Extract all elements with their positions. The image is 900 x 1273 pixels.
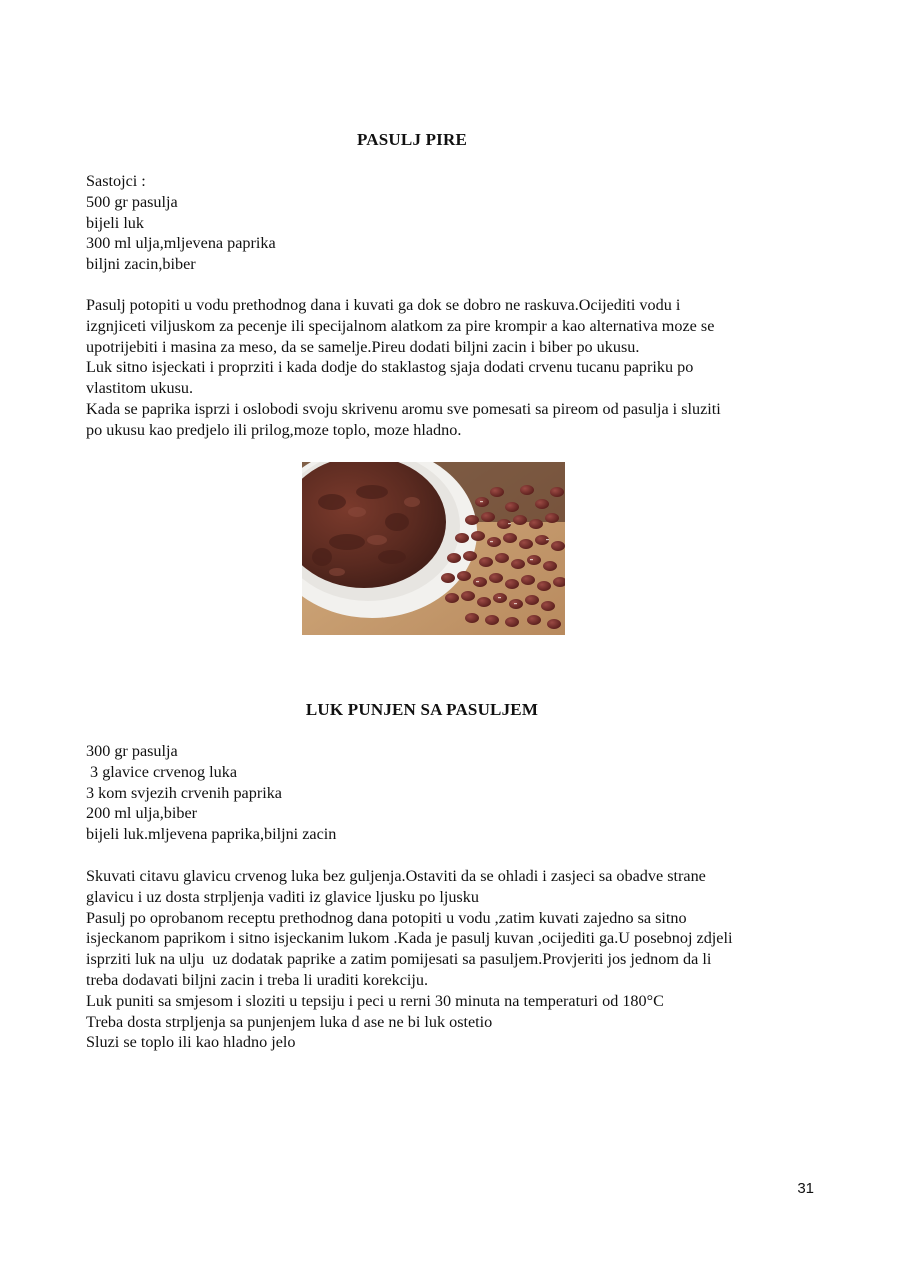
- ingredient-line: 300 gr pasulja: [86, 742, 178, 760]
- ingredient-line: 500 gr pasulja: [86, 192, 178, 211]
- ingredients-list: [86, 171, 826, 275]
- recipe-title: PASULJ PIRE: [356, 130, 468, 149]
- ingredient-line: 200 ml ulja,biber: [86, 804, 198, 823]
- instruction-line: isjeckanom paprikom i sitno isjeckanim lukom .Kada je pasulj kuvan ,ocijediti ga.U posebnoj zdjeli: [86, 929, 733, 948]
- instruction-line: Skuvati citavu glavicu crvenog luka bez guljenja.Ostaviti da se ohladi i zasjeci sa obadve strane: [86, 867, 706, 885]
- ingredient-line: biljni zacin,biber: [86, 255, 196, 274]
- instruction-line: Luk puniti sa smjesom i sloziti u tepsiju i peci u rerni 30 minuta na temperaturi od 180°C: [86, 991, 664, 1010]
- ingredient-line: 3 glavice crvenog luka: [86, 762, 238, 781]
- instructions-text: [86, 866, 826, 1053]
- instruction-line: vlastitom ukusu.: [86, 379, 194, 398]
- ingredients-list: [86, 741, 826, 845]
- instruction-line: upotrijebiti i masina za meso, da se samelje.Pireu dodati biljni zacin i biber po ukusu.: [86, 337, 640, 356]
- instruction-line: Pasulj po oprobanom receptu prethodnog dana potopiti u vodu ,zatim kuvati zajedno sa sitno: [86, 908, 687, 927]
- ingredient-line: 3 kom svjezih crvenih paprika: [86, 783, 282, 802]
- page-number: 31: [797, 1180, 814, 1197]
- instruction-line: Luk sitno isjeckati i proprziti i kada dodje do staklastog sjaja dodati crvenu tucanu papriku po: [86, 358, 694, 377]
- instruction-line: glavicu i uz dosta strpljenja vaditi iz glavice ljusku po ljusku: [86, 887, 479, 906]
- instruction-line: Kada se paprika isprzi i oslobodi svoju skrivenu aromu sve pomesati sa pireom od pasulja i sluziti: [86, 399, 721, 418]
- ingredient-line: bijeli luk.mljevena paprika,biljni zacin: [86, 825, 337, 844]
- instruction-line: po ukusu kao predjelo ili prilog,moze toplo, moze hladno.: [86, 420, 462, 439]
- instruction-line: izgnjiceti viljuskom za pecenje ili specijalnom alatkom za pire krompir a kao alternativa moze se: [86, 316, 715, 335]
- bean-puree-photo: [302, 462, 565, 635]
- ingredient-line: Sastojci :: [86, 172, 146, 190]
- instructions-text: [86, 295, 826, 441]
- recipe-title: LUK PUNJEN SA PASULJEM: [305, 700, 539, 719]
- instruction-line: Treba dosta strpljenja sa punjenjem luka d ase ne bi luk ostetio: [86, 1012, 493, 1031]
- instruction-line: Pasulj potopiti u vodu prethodnog dana i kuvati ga dok se dobro ne raskuva.Ocijediti vodu i: [86, 296, 681, 314]
- instruction-line: treba dodavati biljni zacin i treba li uraditi korekciju.: [86, 970, 429, 989]
- ingredient-line: 300 ml ulja,mljevena paprika: [86, 234, 276, 253]
- instruction-line: Sluzi se toplo ili kao hladno jelo: [86, 1033, 296, 1052]
- ingredient-line: bijeli luk: [86, 213, 144, 232]
- instruction-line: isprziti luk na ulju uz dodatak paprike a zatim pomijesati sa pasuljem.Provjeriti jos jednom da li: [86, 950, 712, 969]
